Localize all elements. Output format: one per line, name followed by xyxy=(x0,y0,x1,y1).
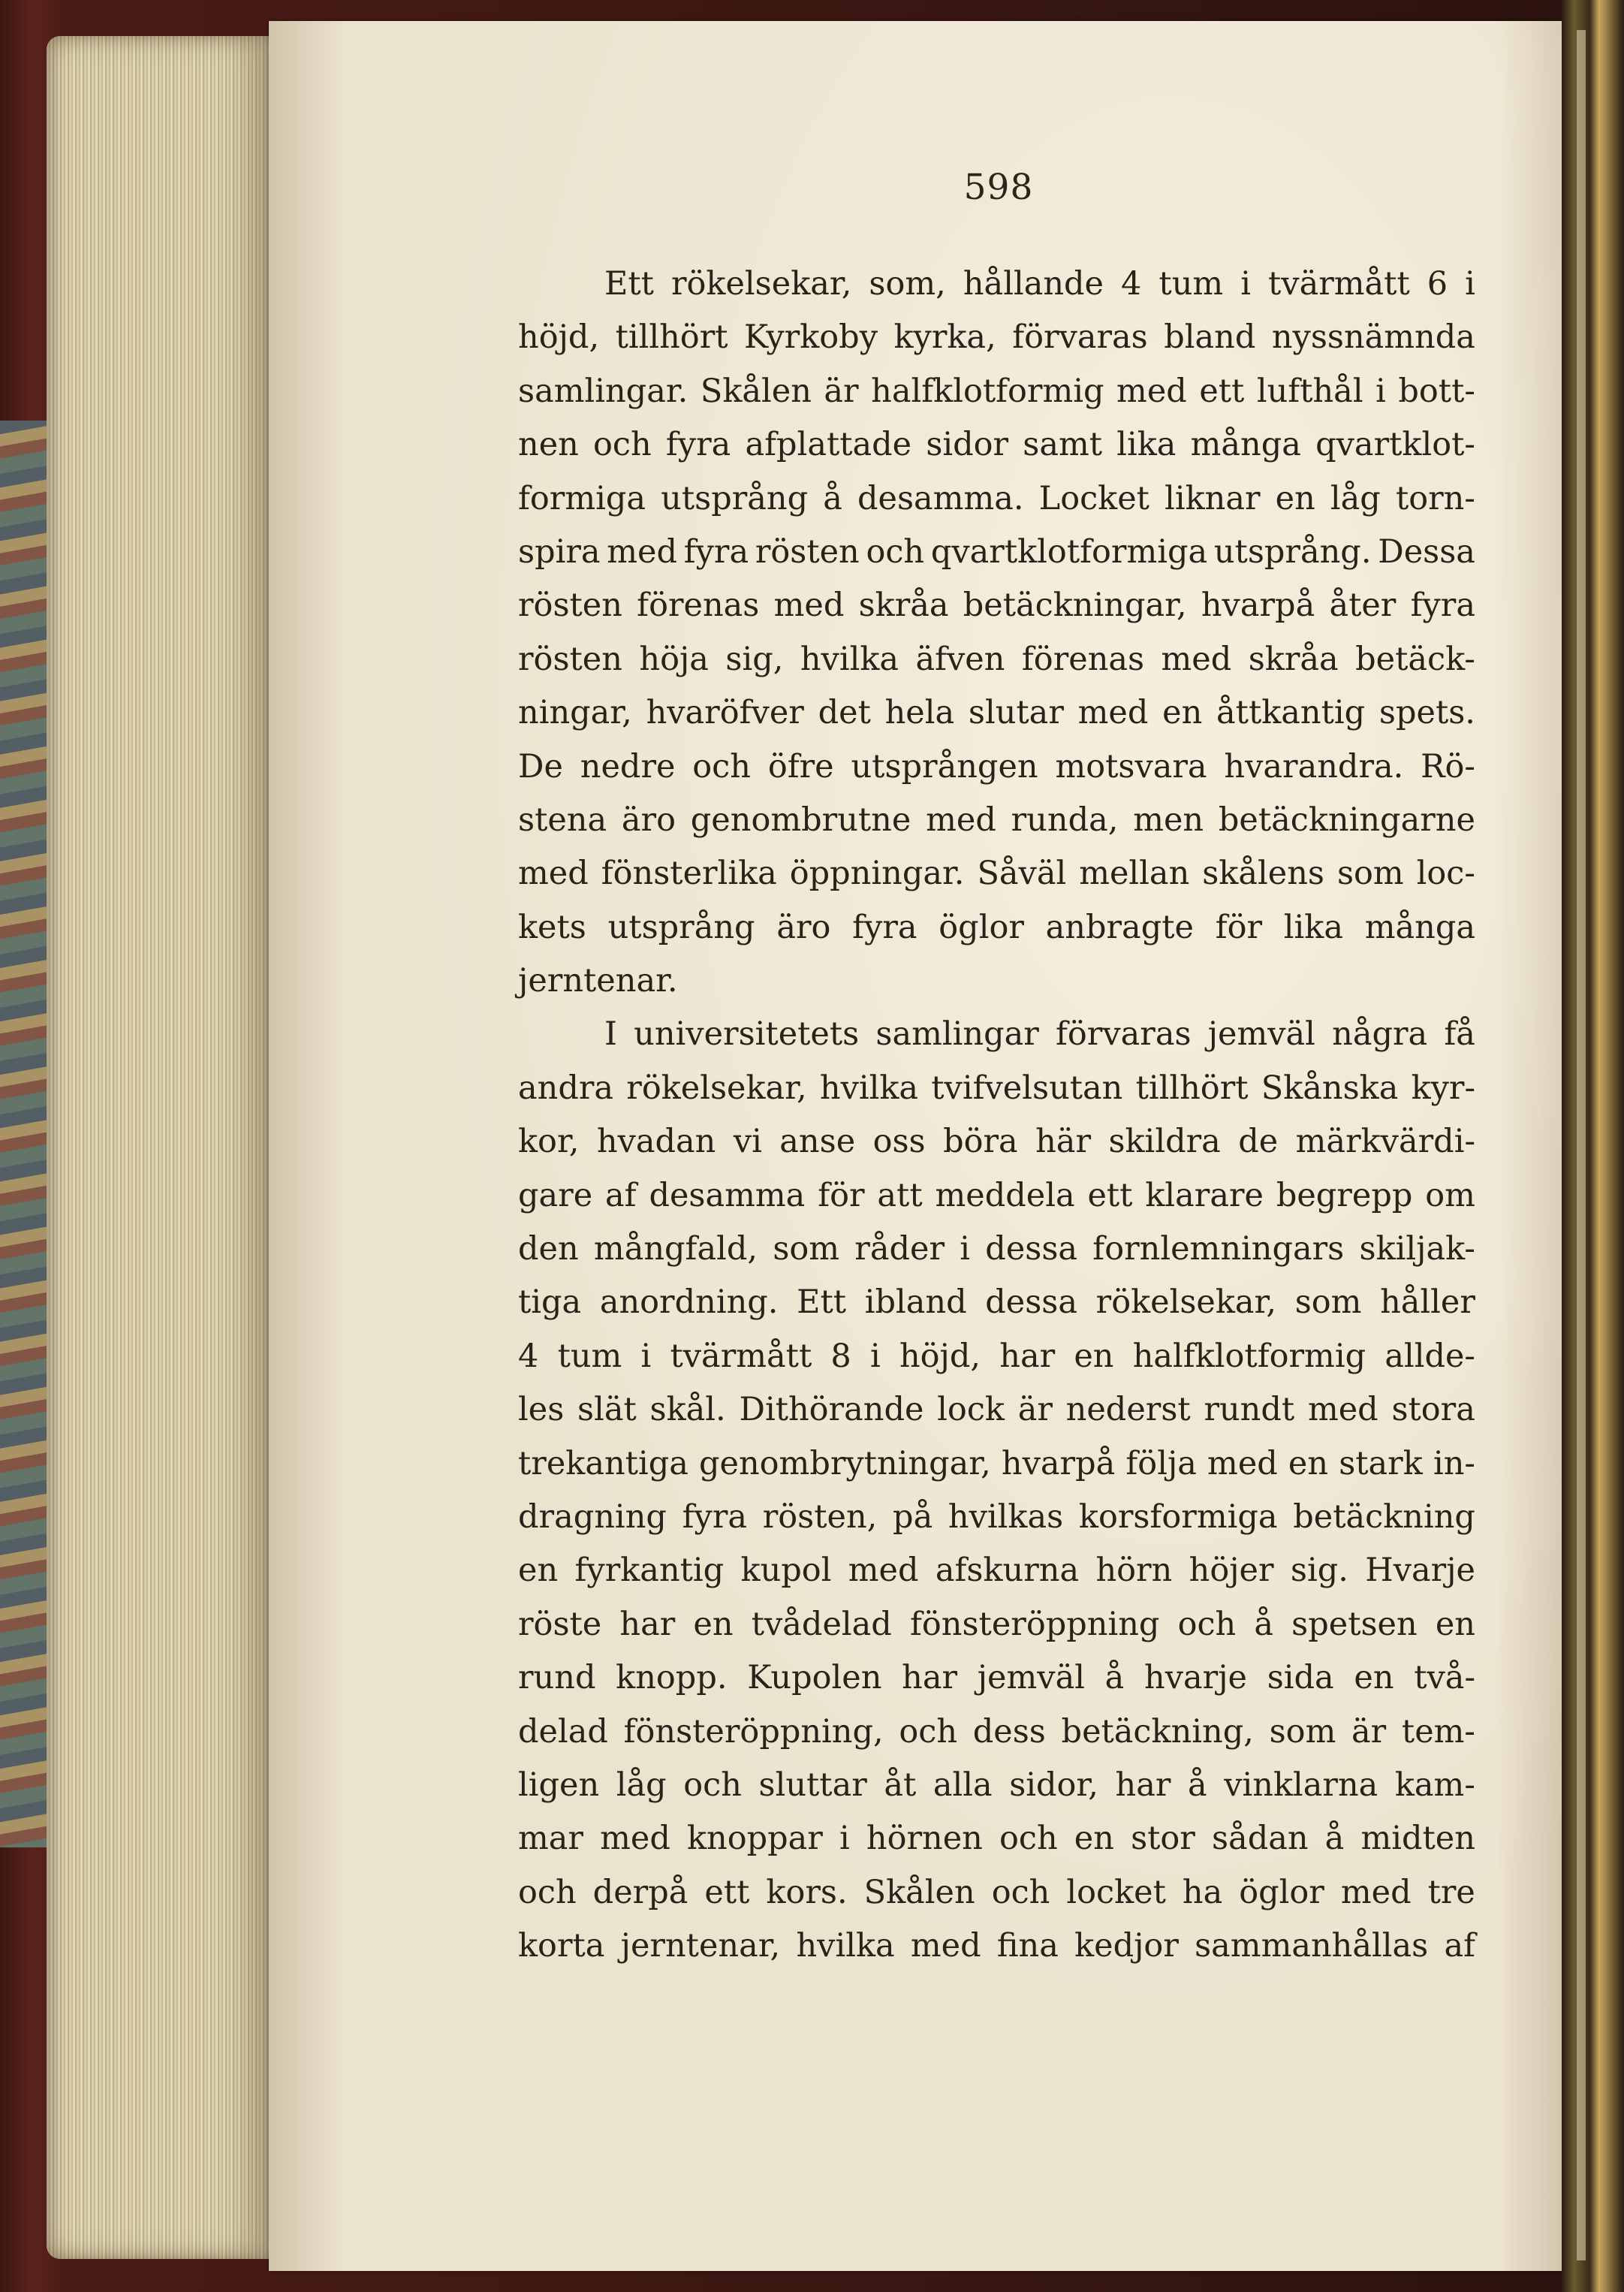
text-line: kets utsprång äro fyra öglor anbragte för lika många xyxy=(518,908,1475,946)
text-line: les slät skål. Dithörande lock är nederst rundt med stora xyxy=(518,1391,1475,1429)
text-line: korta jerntenar, hvilka med fina kedjor sammanhållas af xyxy=(518,1927,1475,1965)
text-line: rösten höja sig, hvilka äfven förenas med skråa betäck- xyxy=(518,640,1475,678)
text-line: en fyrkantig kupol med afskurna hörn höjer sig. Hvarje xyxy=(518,1552,1475,1590)
book-gutter xyxy=(1562,0,1624,2292)
page-number: 598 xyxy=(963,167,1034,208)
text-line: ningar, hvaröfver det hela slutar med en åttkantig spets. xyxy=(518,694,1475,732)
body-text xyxy=(518,258,1475,1974)
text-line: formiga utsprång å desamma. Locket liknar en låg torn- xyxy=(518,479,1475,517)
text-line: mar med knoppar i hörnen och en stor sådan å midten xyxy=(518,1820,1475,1858)
text-line: kor, hvadan vi anse oss böra här skildra de märkvärdi- xyxy=(518,1123,1475,1161)
text-line: jerntenar. xyxy=(518,962,678,1000)
text-line: De nedre och öfre utsprången motsvara hvarandra. Rö- xyxy=(518,747,1475,786)
text-line: gare af desamma för att meddela ett klarare begrepp om xyxy=(518,1176,1475,1214)
text-line: med fönsterlika öppningar. Såväl mellan skålens som loc- xyxy=(518,855,1475,893)
text-line: delad fönsteröppning, och dess betäckning, som är tem- xyxy=(518,1712,1475,1751)
text-line: rösten förenas med skråa betäckningar, hvarpå åter fyra xyxy=(518,587,1475,625)
page-stack-edge xyxy=(47,36,272,2259)
text-line: ligen låg och sluttar åt alla sidor, har å vinklarna kam- xyxy=(518,1766,1475,1804)
text-line: andra rökelsekar, hvilka tvifvelsutan tillhört Skånska kyr- xyxy=(518,1069,1475,1107)
text-line: 4 tum i tvärmått 8 i höjd, har en halfklotformig allde- xyxy=(518,1337,1475,1375)
text-line: den mångfald, som råder i dessa fornlemningars skiljak- xyxy=(518,1230,1475,1268)
text-line: nen och fyra afplattade sidor samt lika många qvartklot- xyxy=(518,426,1475,464)
text-line: I universitetets samlingar förvaras jemväl några få xyxy=(604,1015,1475,1054)
text-line: dragning fyra rösten, på hvilkas korsformiga betäckning xyxy=(518,1497,1475,1536)
text-line: spira med fyra rösten och qvartklotformiga utsprång. Dessa xyxy=(518,532,1475,571)
text-line: samlingar. Skålen är halfklotformig med ett lufthål i bott- xyxy=(518,372,1475,410)
gutter-page-edge xyxy=(1577,30,1586,2260)
text-line: Ett rökelsekar, som, hållande 4 tum i tvärmått 6 i xyxy=(604,265,1475,303)
text-line: röste har en tvådelad fönsteröppning och å spetsen en xyxy=(518,1605,1475,1643)
text-line: höjd, tillhört Kyrkoby kyrka, förvaras bland nyssnämnda xyxy=(518,318,1475,357)
text-line: och derpå ett kors. Skålen och locket ha öglor med tre xyxy=(518,1873,1475,1911)
text-line: rund knopp. Kupolen har jemväl å hvarje sida en två- xyxy=(518,1659,1475,1697)
text-line: tiga anordning. Ett ibland dessa rökelsekar, som håller xyxy=(518,1283,1475,1322)
text-line: trekantiga genombrytningar, hvarpå följa med en stark in- xyxy=(518,1444,1475,1482)
text-line: stena äro genombrutne med runda, men betäckningarne xyxy=(518,801,1475,839)
